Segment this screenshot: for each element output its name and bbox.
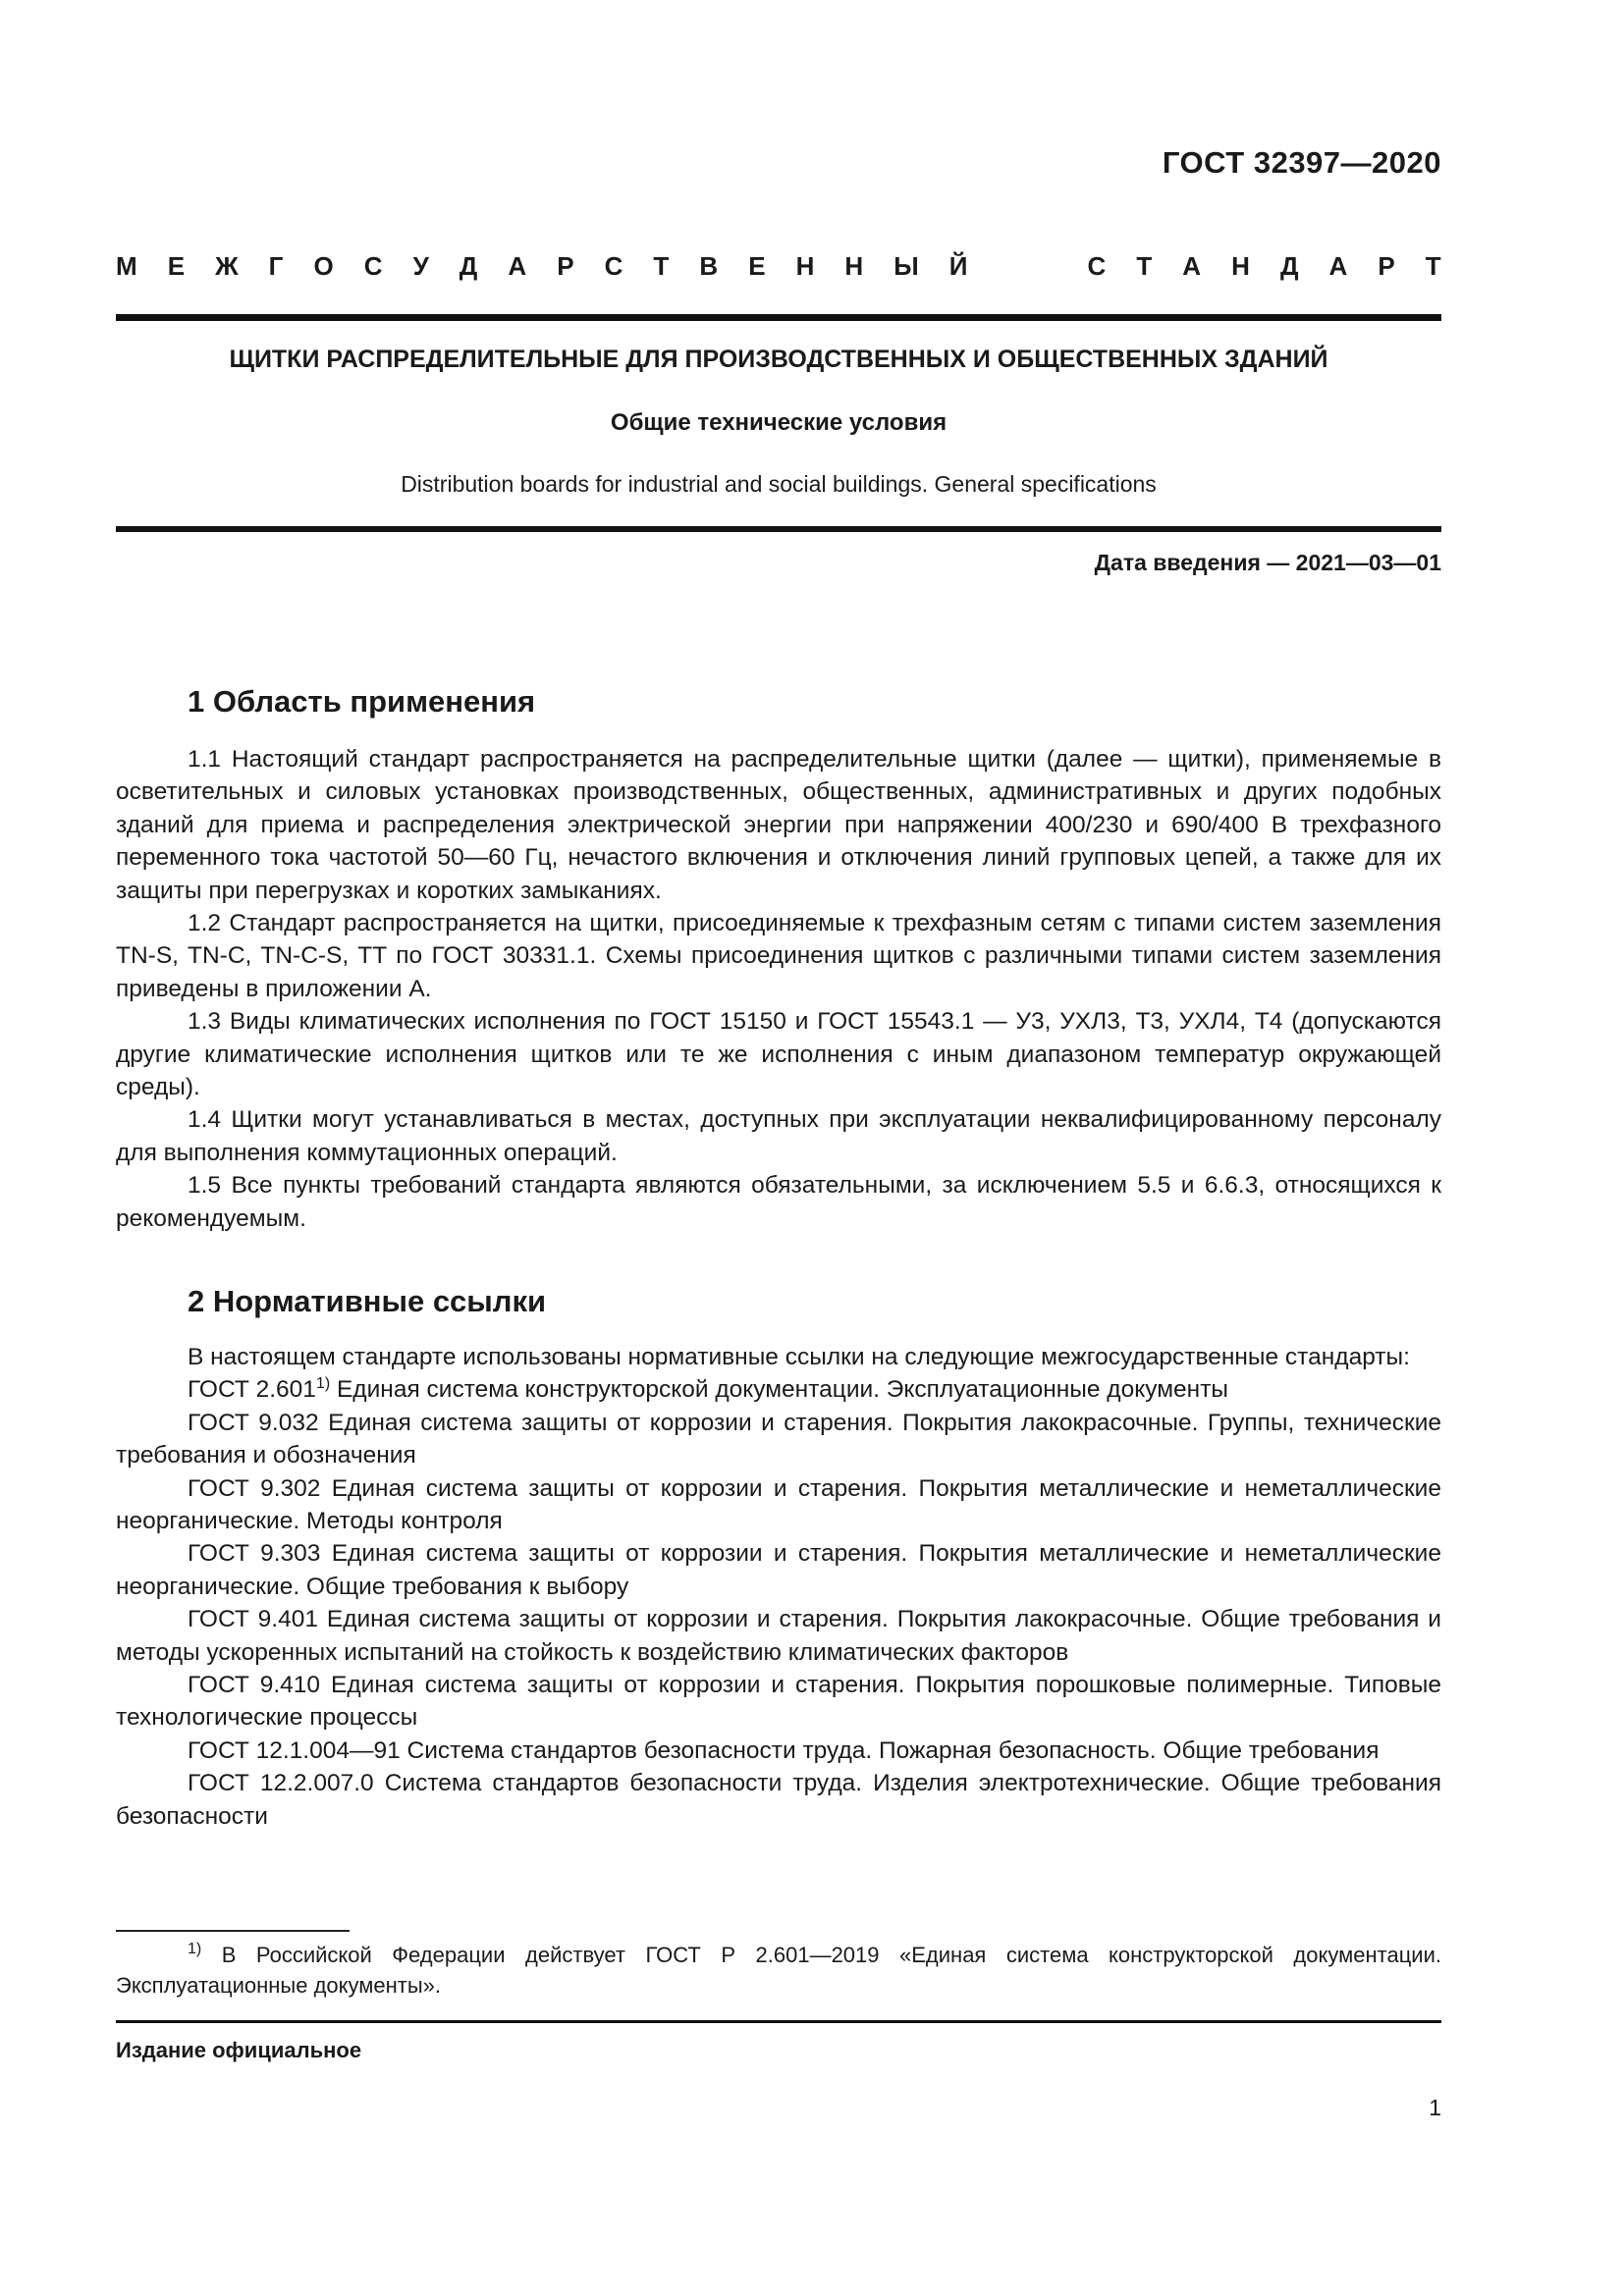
standard-kind-letter: Н <box>1231 251 1250 281</box>
standard-kind-letter: Д <box>1279 251 1299 281</box>
standard-kind-letter: Й <box>948 251 968 281</box>
standard-kind-letter: С <box>1087 251 1107 281</box>
reference-item: ГОСТ 9.032 Единая система защиты от коррозии и старения. Покрытия лакокрасочные. Группы, технические требования и обозначения <box>116 1409 1441 1469</box>
standard-kind-letter: Р <box>557 251 574 281</box>
standard-kind-letter: А <box>1328 251 1348 281</box>
reference-item: ГОСТ 9.303 Единая система защиты от коррозии и старения. Покрытия металлические и неметаллические неорганические. Общие требования к выбору <box>116 1540 1441 1600</box>
standard-kind-letter: С <box>363 251 383 281</box>
paragraph-1-3: 1.3 Виды климатических исполнения по ГОСТ 15150 и ГОСТ 15543.1 — У3, УХЛ3, Т3, УХЛ4, Т4 (допускаются другие климатические исполнения щитков или те же исполнения с иным диапазоном температур окружающей среды). <box>116 1008 1441 1101</box>
standard-kind-letter: Ж <box>215 251 239 281</box>
footnote-separator <box>116 1930 350 1932</box>
reference-code: ГОСТ 2.601 <box>188 1376 316 1404</box>
references-intro: В настоящем стандарте использованы нормативные ссылки на следующие межгосударственные стандарты: <box>188 1344 1410 1370</box>
section-1-body <box>116 743 1441 1235</box>
english-title: Distribution boards for industrial and social buildings. General specifications <box>401 471 1157 497</box>
standard-kind-letter: Т <box>1136 251 1153 281</box>
reference-item: ГОСТ 9.302 Единая система защиты от коррозии и старения. Покрытия металлические и неметаллические неорганические. Методы контроля <box>116 1474 1441 1535</box>
standard-kind-letter: Д <box>459 251 478 281</box>
standard-kind-letter: Г <box>268 251 284 281</box>
standard-kind-letter: Ы <box>893 251 919 281</box>
standard-kind-letter: О <box>313 251 334 281</box>
reference-item: ГОСТ 9.410 Единая система защиты от коррозии и старения. Покрытия порошковые полимерные. Типовые технологические процессы <box>116 1672 1441 1732</box>
edition-label: Издание официальное <box>116 2038 362 2062</box>
standard-kind-letter: Т <box>653 251 670 281</box>
standard-kind-letter: Е <box>167 251 186 281</box>
footnote-marker: 1) <box>315 1375 331 1393</box>
standard-kind-letter: В <box>699 251 719 281</box>
top-divider <box>116 314 1441 321</box>
introduction-date: Дата введения — 2021—03—01 <box>1094 550 1441 575</box>
reference-item: ГОСТ 9.401 Единая система защиты от коррозии и старения. Покрытия лакокрасочные. Общие требования и методы ускоренных испытаний на стойкость к воздействию климатических факторов <box>116 1606 1441 1666</box>
reference-title: Единая система конструкторской документации. Эксплуатационные документы <box>330 1376 1229 1404</box>
standard-kind-letter: А <box>508 251 527 281</box>
standard-kind-letter: У <box>412 251 429 281</box>
document-subtitle: Общие технические условия <box>610 409 947 436</box>
document-title: ЩИТКИ РАСПРЕДЕЛИТЕЛЬНЫЕ ДЛЯ ПРОИЗВОДСТВЕННЫХ И ОБЩЕСТВЕННЫХ ЗДАНИЙ <box>229 346 1328 373</box>
standard-kind-letter: Н <box>844 251 864 281</box>
paragraph-1-1: 1.1 Настоящий стандарт распространяется на распределительные щитки (далее — щитки), применяемые в осветительных и силовых установках производственных, общественных, административных и других подобных зданий для приема и распределения электрической энергии при напряжении 400/230 и 690/400 В трехфазного переменного тока частотой 50—60 Гц, нечастого включения и отключения линий групповых цепей, а также для их защиты при перегрузках и коротких замыканиях. <box>116 746 1441 904</box>
section-2-heading: 2 Нормативные ссылки <box>188 1284 547 1318</box>
paragraph-1-4: 1.4 Щитки могут устанавливаться в местах, доступных при эксплуатации неквалифицированному персоналу для выполнения коммутационных операций. <box>116 1106 1441 1166</box>
standard-kind-letter: С <box>604 251 623 281</box>
footnote-text: В Российской Федерации действует ГОСТ Р 2.601—2019 «Единая система конструкторской документации. Эксплуатационные документы». <box>116 1943 1441 1998</box>
paragraph-1-2: 1.2 Стандарт распространяется на щитки, присоединяемые к трехфазным сетям с типами систем заземления TN-S, TN-C, TN-C-S, TT по ГОСТ 30331.1. Схемы присоединения щитков с различными типами систем заземления приведены в приложении А. <box>116 910 1441 1002</box>
standard-kind-letter: А <box>1182 251 1202 281</box>
word-gap <box>998 251 1056 282</box>
footnote-marker: 1) <box>188 1941 202 1957</box>
standard-kind-letter: Е <box>748 251 766 281</box>
standard-kind-letter: Т <box>1425 251 1441 281</box>
reference-item: ГОСТ 12.1.004—91 Система стандартов безопасности труда. Пожарная безопасность. Общие требования <box>188 1736 1380 1764</box>
standard-kind-letter: Н <box>795 251 815 281</box>
section-1-heading: 1 Область применения <box>188 684 536 719</box>
standard-kind-spaced <box>116 251 1441 282</box>
standard-kind-letter: Р <box>1378 251 1395 281</box>
footnote <box>116 1940 1441 2001</box>
standard-kind-letter: М <box>116 251 137 281</box>
gost-number: ГОСТ 32397—2020 <box>1162 145 1441 180</box>
paragraph-1-5: 1.5 Все пункты требований стандарта являются обязательными, за исключением 5.5 и 6.6.3, относящихся к рекомендуемым. <box>116 1172 1441 1232</box>
title-divider <box>116 526 1441 532</box>
footer-divider <box>116 2020 1441 2023</box>
reference-item <box>116 1373 1441 1406</box>
page-number: 1 <box>1429 2095 1441 2120</box>
section-2-body <box>116 1341 1441 1833</box>
reference-item: ГОСТ 12.2.007.0 Система стандартов безопасности труда. Изделия электротехнические. Общие требования безопасности <box>116 1770 1441 1830</box>
